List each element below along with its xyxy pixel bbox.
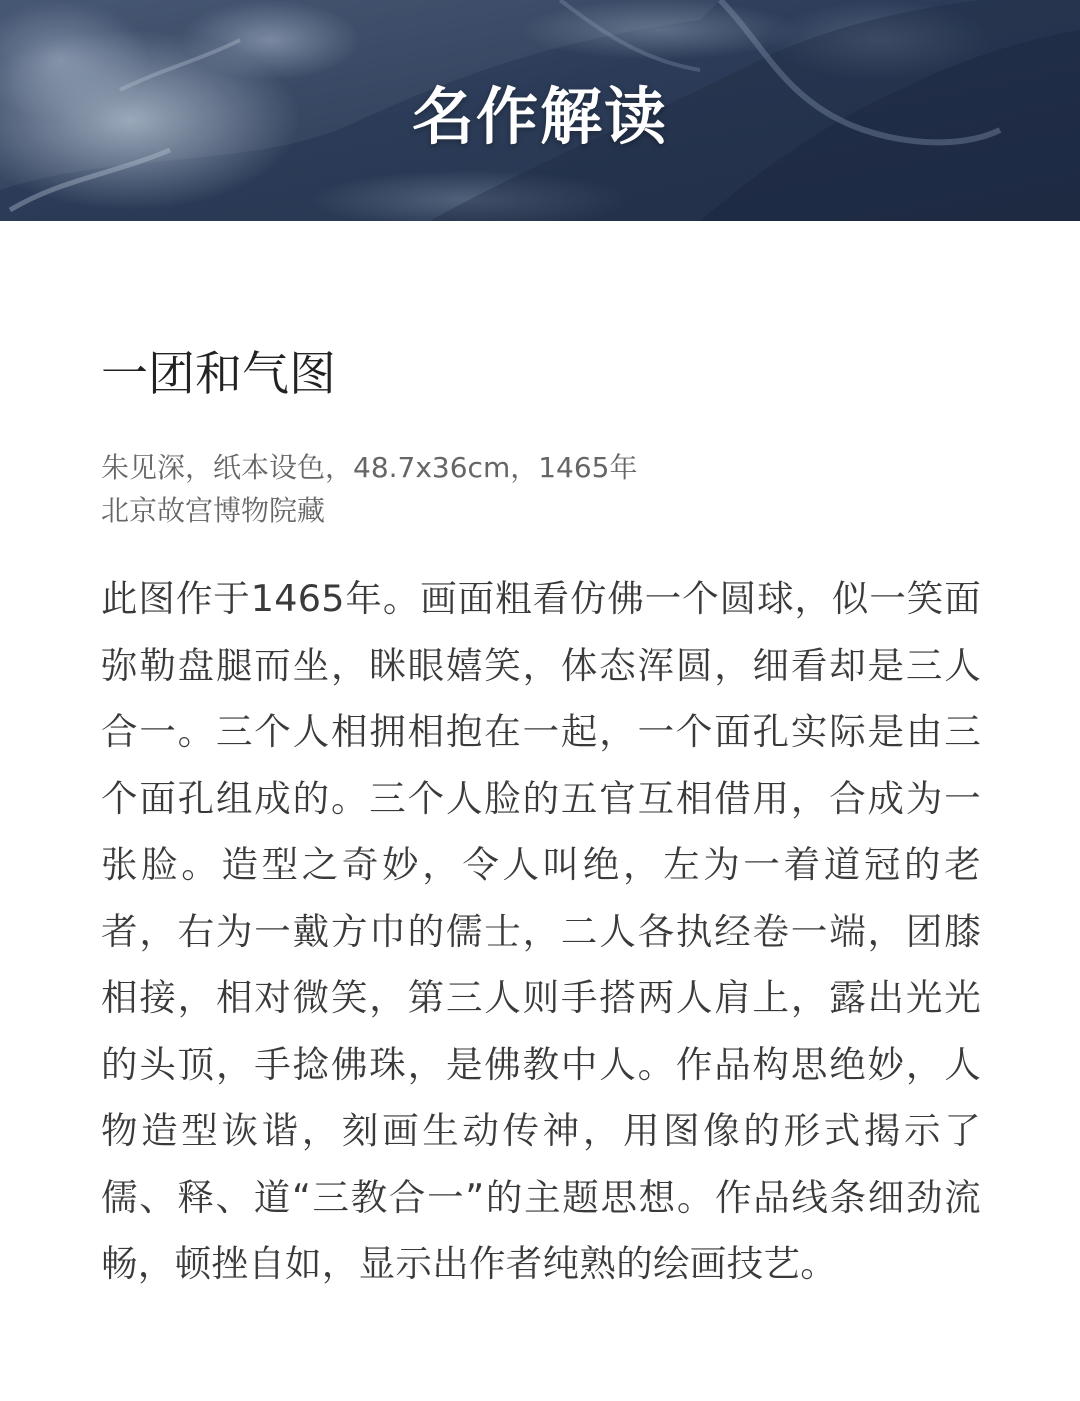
artwork-description: 此图作于1465年。画面粗看仿佛一个圆球，似一笑面弥勒盘腿而坐，眯眼嬉笑，体态浑圆，细看却是三人合一。三个人相拥相抱在一起，一个面孔实际是由三个面孔组成的。三个人脸的五官互相借用，合成为一张脸。造型之奇妙，令人叫绝，左为一着道冠的老者，右为一戴方巾的儒士，二人各执经卷一端，团膝相接，相对微笑，第三人则手搭两人肩上，露出光光的头顶，手捻佛珠，是佛教中人。作品构思绝妙，人物造型诙谐，刻画生动传神，用图像的形式揭示了儒、释、道“三教合一”的主题思想。作品线条细劲流畅，顿挫自如，显示出作者纯熟的绘画技艺。 xyxy=(101,577,981,1285)
artwork-meta xyxy=(101,446,981,532)
artwork-collection-line: 北京故宫博物院藏 xyxy=(101,494,326,527)
artwork-title: 一团和气图 xyxy=(101,347,336,402)
page-title: 名作解读 xyxy=(411,80,668,153)
header-banner xyxy=(0,0,1080,221)
artwork-section xyxy=(101,340,981,1334)
artwork-meta-line: 朱见深，纸本设色，48.7x36cm，1465年 xyxy=(101,451,638,484)
